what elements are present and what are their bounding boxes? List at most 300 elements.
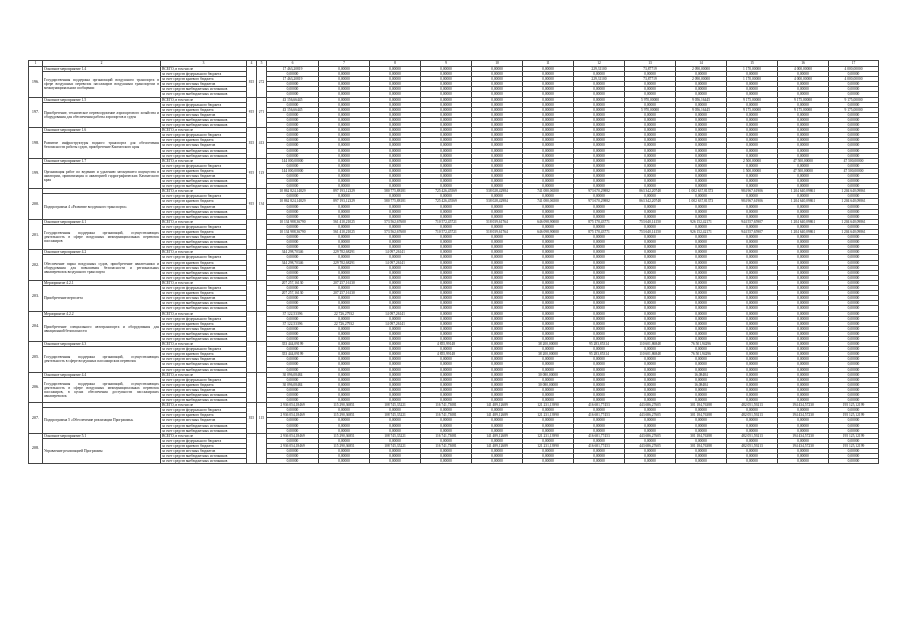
amount-cell: 4 000,00000 <box>778 77 829 82</box>
amount-cell: 0,00000 <box>676 418 727 423</box>
amount-cell: 0,00000 <box>267 173 319 178</box>
code-cell <box>247 342 257 373</box>
amount-cell: 0,00000 <box>370 209 421 214</box>
amount-cell: 0,00000 <box>778 82 829 87</box>
source-label: ВСЕГО, в том числе <box>161 67 247 72</box>
amount-cell: 0,00000 <box>523 67 574 72</box>
amount-cell: 0,00000 <box>523 107 574 112</box>
amount-cell: 0,00000 <box>625 454 676 459</box>
amount-cell: 0,00000 <box>778 123 829 128</box>
amount-cell: 4 855,99148 <box>421 342 472 347</box>
amount-cell: 0,00000 <box>319 306 370 311</box>
amount-cell: 0,00000 <box>370 168 421 173</box>
amount-cell: 0,00000 <box>472 92 523 97</box>
amount-cell: 0,00000 <box>421 168 472 173</box>
amount-cell: 0,00000 <box>829 296 879 301</box>
amount-cell: 121 231,13990 <box>523 443 574 448</box>
amount-cell: 0,00000 <box>829 408 879 413</box>
amount-cell: 0,00000 <box>727 362 778 367</box>
amount-cell: 0,00000 <box>574 382 625 387</box>
amount-cell: 0,00000 <box>676 143 727 148</box>
amount-cell: 0,00000 <box>727 301 778 306</box>
amount-cell: 0,00000 <box>421 214 472 219</box>
amount-cell: 0,00000 <box>625 255 676 260</box>
amount-cell: 0,00000 <box>370 163 421 168</box>
amount-cell: 0,00000 <box>421 250 472 255</box>
amount-cell: 0,00000 <box>370 291 421 296</box>
amount-cell: 0,00000 <box>574 449 625 454</box>
amount-cell: 0,00000 <box>625 224 676 229</box>
amount-cell: 0,00000 <box>267 143 319 148</box>
amount-cell: 0,00000 <box>421 270 472 275</box>
amount-cell: 0,00000 <box>829 418 879 423</box>
amount-cell: 0,00000 <box>778 117 829 122</box>
code-cell: 115 <box>257 403 267 434</box>
code-cell <box>257 342 267 373</box>
amount-cell: 0,00000 <box>625 260 676 265</box>
amount-cell: 897 193,12329 <box>319 199 370 204</box>
amount-cell: 0,00000 <box>370 316 421 321</box>
amount-cell: 0,00000 <box>319 326 370 331</box>
amount-cell: 0,00000 <box>421 372 472 377</box>
amount-cell: 0,00000 <box>472 357 523 362</box>
source-label: ВСЕГО, в том числе <box>161 128 247 133</box>
source-label: ВСЕГО, в том числе <box>161 280 247 285</box>
amount-cell: 9 056,16445 <box>676 107 727 112</box>
amount-cell: 0,00000 <box>319 255 370 260</box>
amount-cell: 0,00000 <box>421 148 472 153</box>
amount-cell: 16,08484 <box>676 372 727 377</box>
amount-cell: 0,00000 <box>267 275 319 280</box>
amount-cell: 0,00000 <box>472 255 523 260</box>
amount-cell: 0,00000 <box>267 377 319 382</box>
amount-cell: 0,00000 <box>574 286 625 291</box>
amount-cell: 73,87719 <box>625 77 676 82</box>
amount-cell: 0,00000 <box>829 179 879 184</box>
amount-cell: 0,00000 <box>676 296 727 301</box>
amount-cell: 0,00000 <box>625 92 676 97</box>
amount-cell: 0,00000 <box>829 184 879 189</box>
amount-cell: 0,00000 <box>421 245 472 250</box>
amount-cell: 0,00000 <box>676 459 727 464</box>
amount-cell: 0,00000 <box>625 265 676 270</box>
amount-cell: 0,00000 <box>523 128 574 133</box>
amount-cell: 0,00000 <box>472 194 523 199</box>
amount-cell: 416 681,77453 <box>574 443 625 448</box>
amount-cell: 0,00000 <box>829 372 879 377</box>
amount-cell: 725 426,45569 <box>421 199 472 204</box>
amount-cell: 0,00000 <box>472 372 523 377</box>
amount-cell: 0,00000 <box>778 423 829 428</box>
amount-cell: 0,00000 <box>319 454 370 459</box>
amount-cell: 0,00000 <box>778 209 829 214</box>
amount-cell: 0,00000 <box>472 270 523 275</box>
row-index: 204. <box>29 311 43 342</box>
code-cell: 815 <box>247 97 257 128</box>
amount-cell: 0,00000 <box>778 143 829 148</box>
amount-cell: 47 500,00000 <box>778 168 829 173</box>
amount-cell: 0,00000 <box>676 260 727 265</box>
header-cell: 16 <box>778 61 829 67</box>
amount-cell: 0,00000 <box>472 301 523 306</box>
amount-cell: 0,00000 <box>319 173 370 178</box>
amount-cell: 0,00000 <box>421 321 472 326</box>
amount-cell: 0,00000 <box>625 158 676 163</box>
source-label: за счет средств местных бюджетов <box>161 449 247 454</box>
amount-cell: 229,31100 <box>574 77 625 82</box>
amount-cell: 116 741,73081 <box>421 443 472 448</box>
amount-cell: 0,00000 <box>319 336 370 341</box>
amount-cell: 0,00000 <box>267 194 319 199</box>
amount-cell: 0,00000 <box>370 357 421 362</box>
header-cell: 2 <box>43 61 161 67</box>
source-label: за счет средств местных бюджетов <box>161 357 247 362</box>
amount-cell: 0,00000 <box>574 123 625 128</box>
source-label: за счет средств внебюджетных источников <box>161 367 247 372</box>
amount-cell: 108 745,35221 <box>370 443 421 448</box>
amount-cell: 0,00000 <box>523 97 574 102</box>
amount-cell: 0,00000 <box>778 296 829 301</box>
amount-cell: 0,00000 <box>676 179 727 184</box>
amount-cell: 0,00000 <box>472 240 523 245</box>
amount-cell: 0,00000 <box>676 133 727 138</box>
amount-cell: 301 184,76388 <box>676 403 727 408</box>
source-label: за счет средств федерального бюджета <box>161 347 247 352</box>
amount-cell: 0,00000 <box>625 362 676 367</box>
amount-cell: 30 096,08484 <box>267 372 319 377</box>
row-index: 198. <box>29 128 43 159</box>
amount-cell: 108 745,35221 <box>370 413 421 418</box>
amount-cell: 0,00000 <box>421 107 472 112</box>
amount-cell: 0,00000 <box>574 357 625 362</box>
amount-cell: 0,00000 <box>676 362 727 367</box>
measure-description: Государственная поддержка организаций, осуществляющих деятельность в сфере воздушных межмуниципальных перевозок пассажиров <box>43 224 161 249</box>
amount-cell: 0,00000 <box>421 184 472 189</box>
amount-cell: 0,00000 <box>574 270 625 275</box>
amount-cell: 0,00000 <box>625 250 676 255</box>
amount-cell: 0,00000 <box>421 316 472 321</box>
amount-cell: 0,00000 <box>370 148 421 153</box>
amount-cell: 0,00000 <box>472 362 523 367</box>
amount-cell: 195 125,12199 <box>829 413 879 418</box>
measure-title: Мероприятие 4.2.2 <box>43 311 161 316</box>
amount-cell: 0,00000 <box>370 87 421 92</box>
source-label: за счет средств краевого бюджета <box>161 199 247 204</box>
amount-cell: 580 775,88181 <box>370 199 421 204</box>
amount-cell: 194 434,57230 <box>778 413 829 418</box>
amount-cell: 2 936 054,18469 <box>267 433 319 438</box>
amount-cell: 0,00000 <box>727 382 778 387</box>
amount-cell: 0,00000 <box>574 255 625 260</box>
amount-cell: 0,00000 <box>472 173 523 178</box>
amount-cell: 0,00000 <box>778 316 829 321</box>
amount-cell: 0,00000 <box>319 286 370 291</box>
amount-cell: 443 686,27605 <box>625 443 676 448</box>
amount-cell: 0,00000 <box>727 245 778 250</box>
amount-cell: 0,00000 <box>472 158 523 163</box>
amount-cell: 0,00000 <box>421 393 472 398</box>
amount-cell: 0,00000 <box>625 398 676 403</box>
amount-cell: 0,00000 <box>370 235 421 240</box>
amount-cell: 0,00000 <box>319 123 370 128</box>
amount-cell: 0,00000 <box>421 143 472 148</box>
amount-cell: 0,00000 <box>370 153 421 158</box>
amount-cell: 0,00000 <box>472 393 523 398</box>
amount-cell: 646 098,90000 <box>523 219 574 224</box>
amount-cell: 0,00000 <box>370 352 421 357</box>
amount-cell: 0,00000 <box>676 117 727 122</box>
amount-cell: 0,00000 <box>472 163 523 168</box>
amount-cell: 0,00000 <box>778 398 829 403</box>
amount-cell: 0,00000 <box>421 357 472 362</box>
amount-cell: 0,00000 <box>727 367 778 372</box>
amount-cell: 518 039,61764 <box>472 230 523 235</box>
source-label: за счет средств местных бюджетов <box>161 235 247 240</box>
amount-cell: 0,00000 <box>267 306 319 311</box>
amount-cell: 0,00000 <box>778 393 829 398</box>
amount-cell: 9 175,00000 <box>778 107 829 112</box>
amount-cell: 0,00000 <box>727 428 778 433</box>
amount-cell: 0,00000 <box>625 311 676 316</box>
source-label: за счет средств краевого бюджета <box>161 107 247 112</box>
amount-cell: 0,00000 <box>523 459 574 464</box>
amount-cell: 0,00000 <box>676 214 727 219</box>
amount-cell: 0,00000 <box>574 291 625 296</box>
amount-cell: 0,00000 <box>472 214 523 219</box>
source-label: за счет средств внебюджетных источников <box>161 398 247 403</box>
amount-cell: 0,00000 <box>370 214 421 219</box>
amount-cell: 863 342,20748 <box>625 199 676 204</box>
amount-cell: 0,00000 <box>727 72 778 77</box>
amount-cell: 0,00000 <box>370 438 421 443</box>
amount-cell: 0,00000 <box>676 112 727 117</box>
amount-cell: 43 156,66445 <box>267 97 319 102</box>
source-label: за счет средств внебюджетных источников <box>161 117 247 122</box>
amount-cell: 0,00000 <box>523 163 574 168</box>
source-label: за счет средств внебюджетных источников <box>161 393 247 398</box>
amount-cell: 0,00000 <box>267 449 319 454</box>
amount-cell: 4 855,99148 <box>421 352 472 357</box>
amount-cell: 0,00000 <box>472 286 523 291</box>
amount-cell: 76 501,94296 <box>676 342 727 347</box>
amount-cell: 0,00000 <box>625 240 676 245</box>
amount-cell: 0,00000 <box>574 245 625 250</box>
amount-cell: 0,00000 <box>370 459 421 464</box>
amount-cell: 875 170,43771 <box>574 219 625 224</box>
row-index: 206. <box>29 372 43 403</box>
amount-cell: 0,00000 <box>829 250 879 255</box>
amount-cell: 0,00000 <box>319 387 370 392</box>
amount-cell: 0,00000 <box>370 372 421 377</box>
amount-cell: 0,00000 <box>370 367 421 372</box>
amount-cell: 0,00000 <box>472 377 523 382</box>
source-label: за счет средств краевого бюджета <box>161 168 247 173</box>
amount-cell: 0,00000 <box>625 382 676 387</box>
amount-cell: 0,00000 <box>523 204 574 209</box>
amount-cell: 0,00000 <box>370 107 421 112</box>
amount-cell: 37 122,53396 <box>267 321 319 326</box>
amount-cell: 0,00000 <box>523 331 574 336</box>
amount-cell: 0,00000 <box>472 418 523 423</box>
amount-cell: 0,00000 <box>421 209 472 214</box>
amount-cell: 0,00000 <box>472 423 523 428</box>
amount-cell: 0,00000 <box>523 336 574 341</box>
amount-cell: 0,00000 <box>778 454 829 459</box>
amount-cell: 95 283,85314 <box>574 352 625 357</box>
amount-cell: 0,00000 <box>319 112 370 117</box>
amount-cell: 0,00000 <box>829 286 879 291</box>
amount-cell: 0,00000 <box>319 418 370 423</box>
amount-cell: 0,00000 <box>319 459 370 464</box>
amount-cell: 0,00000 <box>523 418 574 423</box>
amount-cell: 9 175,00000 <box>727 107 778 112</box>
source-label: за счет средств внебюджетных источников <box>161 209 247 214</box>
amount-cell: 0,00000 <box>625 280 676 285</box>
amount-cell: 0,00000 <box>574 133 625 138</box>
amount-cell: 0,00000 <box>727 133 778 138</box>
amount-cell: 0,00000 <box>523 168 574 173</box>
source-label: за счет средств местных бюджетов <box>161 296 247 301</box>
amount-cell: 0,00000 <box>267 102 319 107</box>
amount-cell: 0,00000 <box>574 214 625 219</box>
amount-cell: 0,00000 <box>523 398 574 403</box>
amount-cell: 0,00000 <box>472 347 523 352</box>
amount-cell: 0,00000 <box>319 316 370 321</box>
amount-cell: 0,00000 <box>778 352 829 357</box>
amount-cell: 0,00000 <box>472 67 523 72</box>
amount-cell: 2 936 054,18469 <box>267 413 319 418</box>
amount-cell: 0,00000 <box>267 301 319 306</box>
amount-cell: 0,00000 <box>625 153 676 158</box>
amount-cell: 0,00000 <box>370 184 421 189</box>
code-cell: 272 <box>257 67 267 98</box>
amount-cell: 0,00000 <box>829 260 879 265</box>
header-cell: 9 <box>421 61 472 67</box>
header-cell: 4 <box>247 61 257 67</box>
amount-cell: 0,00000 <box>267 133 319 138</box>
amount-cell: 0,00000 <box>523 245 574 250</box>
amount-cell: 0,00000 <box>676 168 727 173</box>
amount-cell: 0,00000 <box>370 306 421 311</box>
amount-cell: 0,00000 <box>523 87 574 92</box>
amount-cell: 1 204 640,09861 <box>829 219 879 224</box>
amount-cell: 0,00000 <box>829 331 879 336</box>
amount-cell: 0,00000 <box>319 377 370 382</box>
amount-cell: 0,00000 <box>676 357 727 362</box>
amount-cell: 443 686,27605 <box>625 433 676 438</box>
amount-cell: 0,00000 <box>319 362 370 367</box>
amount-cell: 116 741,73081 <box>421 413 472 418</box>
amount-cell: 38 200,00000 <box>523 352 574 357</box>
source-label: за счет средств местных бюджетов <box>161 418 247 423</box>
amount-cell: 710 572,45721 <box>421 230 472 235</box>
amount-cell: 0,00000 <box>370 336 421 341</box>
amount-cell: 0,00000 <box>472 454 523 459</box>
amount-cell: 0,00000 <box>421 311 472 316</box>
amount-cell: 0,00000 <box>421 179 472 184</box>
amount-cell: 0,00000 <box>778 87 829 92</box>
amount-cell: 0,00000 <box>727 102 778 107</box>
amount-cell: 0,00000 <box>574 224 625 229</box>
code-cell <box>257 280 267 311</box>
amount-cell: 0,00000 <box>574 209 625 214</box>
amount-cell: 0,00000 <box>472 296 523 301</box>
amount-cell: 0,00000 <box>727 270 778 275</box>
amount-cell: 0,00000 <box>421 347 472 352</box>
amount-cell: 0,00000 <box>370 362 421 367</box>
amount-cell: 0,00000 <box>421 87 472 92</box>
amount-cell: 0,00000 <box>625 72 676 77</box>
header-cell: 1 <box>29 61 43 67</box>
amount-cell: 0,00000 <box>829 123 879 128</box>
measure-description: Развитие инфраструктуры водного транспорта для обеспечения безопасности работы судов, приобретение Камчатского края <box>43 133 161 158</box>
amount-cell: 0,00000 <box>523 265 574 270</box>
source-label: ВСЕГО, в том числе <box>161 342 247 347</box>
header-cell: 10 <box>472 61 523 67</box>
amount-cell: 0,00000 <box>370 423 421 428</box>
amount-cell: 0,00000 <box>727 179 778 184</box>
amount-cell: 0,00000 <box>523 214 574 219</box>
amount-cell: 0,00000 <box>676 286 727 291</box>
amount-cell: 0,00000 <box>267 398 319 403</box>
amount-cell: 0,00000 <box>727 153 778 158</box>
amount-cell: 141 489,12689 <box>472 443 523 448</box>
amount-cell: 207 257,16130 <box>267 280 319 285</box>
header-cell: 6 <box>267 61 319 67</box>
amount-cell: 0,00000 <box>778 235 829 240</box>
amount-cell: 0,00000 <box>319 331 370 336</box>
amount-cell: 0,00000 <box>574 143 625 148</box>
amount-cell: 0,00000 <box>319 428 370 433</box>
source-label: за счет средств внебюджетных источников <box>161 245 247 250</box>
measure-description: Приобретение, техническое перевооружение аэропортового хозяйства и оборудования для обеспечения работы аэропортов и суден <box>43 102 161 127</box>
amount-cell: 0,00000 <box>829 301 879 306</box>
amount-cell: 0,00000 <box>574 163 625 168</box>
amount-cell: 0,00000 <box>727 275 778 280</box>
measure-title: Основное мероприятие 1.4 <box>43 67 161 72</box>
code-cell: 134 <box>257 189 267 220</box>
amount-cell: 0,00000 <box>778 321 829 326</box>
amount-cell: 0,00000 <box>574 250 625 255</box>
amount-cell: 0,00000 <box>523 72 574 77</box>
amount-cell: 0,00000 <box>676 123 727 128</box>
amount-cell: 561 410,21025 <box>319 230 370 235</box>
amount-cell: 0,00000 <box>421 67 472 72</box>
amount-cell: 0,00000 <box>523 138 574 143</box>
amount-cell: 0,00000 <box>267 418 319 423</box>
header-cell: 3 <box>161 61 247 67</box>
amount-cell: 0,00000 <box>727 286 778 291</box>
amount-cell: 2 090,00000 <box>676 67 727 72</box>
amount-cell: 0,00000 <box>472 102 523 107</box>
amount-cell: 121 231,13990 <box>523 413 574 418</box>
amount-cell: 0,00000 <box>727 250 778 255</box>
amount-cell: 0,00000 <box>829 438 879 443</box>
amount-cell: 443 686,27605 <box>625 403 676 408</box>
code-cell <box>247 219 257 250</box>
amount-cell: 0,00000 <box>523 428 574 433</box>
amount-cell: 0,00000 <box>523 194 574 199</box>
amount-cell: 0,00000 <box>778 173 829 178</box>
amount-cell: 0,00000 <box>421 336 472 341</box>
amount-cell: 0,00000 <box>727 224 778 229</box>
amount-cell: 538 028,42984 <box>472 189 523 194</box>
amount-cell: 0,00000 <box>472 311 523 316</box>
amount-cell: 0,00000 <box>625 377 676 382</box>
amount-cell: 17 463,20819 <box>267 67 319 72</box>
source-label: ВСЕГО, в том числе <box>161 372 247 377</box>
amount-cell: 0,00000 <box>319 438 370 443</box>
